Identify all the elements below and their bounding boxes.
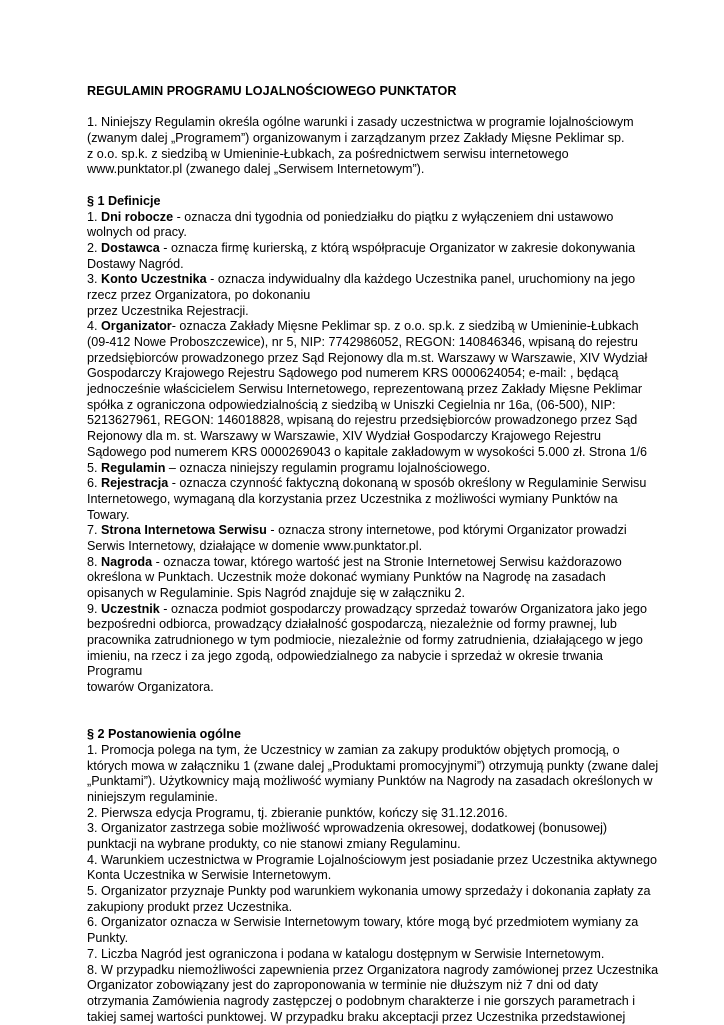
definition-term: Dostawca (101, 240, 160, 255)
definition-item (87, 602, 647, 696)
definition-text: - oznacza Zakłady Mięsne Peklimar sp. z o.o. sp.k. z siedzibą w Umieninie-Łubkach (171, 319, 639, 334)
definition-text: - oznacza towar, którego wartość jest na Stronie Internetowej Serwisu każdorazowo (152, 554, 622, 569)
definition-term: Rejestracja (101, 476, 169, 491)
definition-line (87, 272, 647, 288)
definition-text: - oznacza indywidualny dla każdego Uczestnika panel, uruchomiony na jego (206, 272, 636, 287)
definition-term: Dni robocze (101, 209, 174, 224)
definition-line: jednocześnie właścicielem Serwisu Internetowego, reprezentowaną przez Zakłady Mięsne Peklimar (87, 382, 643, 397)
definition-text: - oznacza dni tygodnia od poniedziałku do piątku z wyłączeniem dni ustawowo (173, 209, 614, 224)
provision-line: otrzymania Zamówienia nagrody zastępczej o podobnym charakterze i nie gorszych parametrach i (87, 993, 636, 1008)
definition-text: - oznacza podmiot gospodarczy prowadzący sprzedaż towarów Organizatora jako jego (159, 601, 648, 616)
definition-text: – oznacza niniejszy regulamin programu lojalnościowego. (165, 460, 491, 475)
definition-item (87, 319, 647, 460)
intro-line: www.punktator.pl (zwanego dalej „Serwisem Internetowym”). (87, 162, 425, 177)
definition-line: 5213627961, REGON: 146018828, wpisaną do rejestru przedsiębiorców prowadzonego przez Sąd (87, 413, 638, 428)
intro-line: 1. Niniejszy Regulamin określa ogólne warunki i zasady uczestnictwa w programie lojalnościowym (87, 115, 634, 130)
definition-line: Programu (87, 664, 143, 679)
definition-number: 3. (87, 272, 102, 287)
definition-line: przez Uczestnika Rejestracji. (87, 303, 249, 318)
provision-line: takiej samej wartości punktowej. W przypadku braku akceptacji przez Uczestnika przedstawionej (87, 1009, 626, 1024)
section-definitions (87, 194, 647, 696)
provision-line: 7. Liczba Nagród jest ograniczona i podana w katalogu dostępnym w Serwisie Internetowym. (87, 946, 605, 961)
definition-text: - oznacza strony internetowe, pod którymi Organizator prowadzi (266, 523, 627, 538)
provision-line: Punkty. (87, 931, 129, 946)
definition-line: rzecz przez Organizatora, po dokonaniu (87, 287, 311, 302)
definition-term: Nagroda (101, 554, 153, 569)
definition-line (87, 461, 647, 477)
definition-line: imieniu, na rzecz i za jego zgodą, odpowiedzialnego za nabycie i sprzedaż w okresie trwania (87, 648, 603, 663)
definition-number: 8. (87, 554, 102, 569)
definition-line (87, 523, 647, 539)
definition-line: Towary. (87, 507, 130, 522)
definition-text: - oznacza czynność faktyczną dokonaną w sposób określony w Regulaminie Serwisu (168, 476, 647, 491)
definition-line: (09-412 Nowe Proboszczewice), nr 5, NIP: 7742986052, REGON: 140846346, wpisaną do rejestru (87, 335, 638, 349)
definition-line: Gospodarczy Krajowego Rejestru Sądowego pod numerem KRS 0000624054; e-mail: , będącą (87, 366, 619, 381)
provision-line: Konta Uczestnika w Serwisie Internetowym. (87, 868, 332, 883)
provision-line: 3. Organizator zastrzega sobie możliwość wprowadzenia okresowej, dodatkowej (bonusowej) (87, 821, 608, 836)
definition-line (87, 602, 647, 618)
definition-number: 5. (87, 460, 102, 475)
document-title: REGULAMIN PROGRAMU LOJALNOŚCIOWEGO PUNKTATOR (87, 84, 457, 98)
definition-line: wolnych od pracy. (87, 225, 187, 240)
provision-line: 5. Organizator przyznaje Punkty pod warunkiem wykonania umowy sprzedaży i dokonania zapłaty za (87, 884, 651, 899)
definition-number: 9. (87, 601, 102, 616)
definition-item (87, 476, 647, 523)
definition-line (87, 319, 647, 335)
definition-line: Sądowego pod numerem KRS 0000269043 o kapitale zakładowym w wysokości 5.000 zł. Strona 1/6 (87, 444, 648, 459)
definition-line: Serwis Internetowy, działające w domenie www.punktator.pl. (87, 538, 423, 553)
definition-term: Konto Uczestnika (101, 272, 207, 287)
definition-line (87, 241, 647, 257)
definition-number: 1. (87, 209, 102, 224)
definition-item (87, 241, 647, 272)
provision-line: 6. Organizator oznacza w Serwisie Internetowym towary, które mogą być przedmiotem wymiany za (87, 915, 639, 930)
provision-line: 4. Warunkiem uczestnictwa w Programie Lojalnościowym jest posiadanie przez Uczestnika aktywnego (87, 852, 657, 867)
intro-line: (zwanym dalej „Programem”) organizowanym i zarządzanym przez Zakłady Mięsne Peklimar sp. (87, 131, 625, 146)
definition-line: Rejonowy dla m. st. Warszawy w Warszawie, XIV Wydział Gospodarczy Krajowego Rejestru (87, 429, 602, 444)
definition-line: spółka z ograniczona odpowiedzialnością z siedzibą w Uniszki Cegielnia nr 16a, (06-500), NIP: (87, 397, 616, 412)
definition-item (87, 272, 647, 319)
definition-line (87, 476, 647, 492)
definitions-list (87, 210, 647, 696)
definition-number: 7. (87, 523, 102, 538)
definition-line: Dostawy Nagród. (87, 256, 184, 271)
definition-term: Regulamin (101, 460, 166, 475)
definition-line (87, 210, 647, 226)
definition-line: określona w Punktach. Uczestnik może dokonać wymiany Punktów na Nagrodę na zasadach (87, 570, 606, 585)
definition-line: pracownika zatrudnionego w tym podmiocie, niezależnie od formy zatrudnienia, działającego w jego (87, 633, 643, 648)
definition-line: Internetowego, wymaganą dla korzystania przez Uczestnika z możliwości wymiany Punktów na (87, 491, 618, 506)
definition-term: Organizator (101, 319, 172, 334)
provision-line: „Punktami”). Użytkownicy mają możliwość wymiany Punktów na Nagrody na zasadach określonych w (87, 774, 653, 789)
definition-number: 4. (87, 319, 102, 334)
provision-line: 1. Promocja polega na tym, że Uczestnicy w zamian za zakupy produktów objętych promocją, o (87, 742, 620, 757)
definition-line: przedsiębiorców prowadzonego przez Sąd Rejonowy dla m.st. Warszawy w Warszawie, XIV Wydział (87, 350, 648, 365)
definition-line: opisanych w Regulaminie. Spis Nagród znajduje się w załączniku 2. (87, 586, 466, 600)
definition-line: towarów Organizatora. (87, 680, 214, 695)
provision-line: niniejszym regulaminie. (87, 789, 218, 804)
definition-item (87, 555, 647, 602)
intro-paragraph (87, 115, 647, 178)
provisions-list (87, 742, 659, 1025)
definition-item (87, 461, 647, 477)
provision-line: 8. W przypadku niemożliwości zapewnienia przez Organizatora nagrody zamówionej przez Uczestnika (87, 962, 659, 977)
definition-term: Uczestnik (101, 601, 160, 616)
definition-number: 2. (87, 240, 102, 255)
definition-line (87, 555, 647, 571)
provision-line: 2. Pierwsza edycja Programu, tj. zbieranie punktów, kończy się 31.12.2016. (87, 805, 508, 820)
provision-line: punktacji na wybrane produkty, co nie stanowi zmiany Regulaminu. (87, 837, 461, 852)
document-page (87, 84, 659, 1025)
section-heading: § 1 Definicje (87, 193, 161, 208)
section-general-provisions (87, 727, 659, 1025)
definition-line: bezpośredni odbiorca, prowadzący działalność gospodarczą, niezależnie od formy prawnej, lub (87, 617, 617, 632)
definition-number: 6. (87, 476, 102, 491)
provision-line: Organizator zobowiązany jest do zaproponowania w terminie nie dłuższym niż 7 dni od daty (87, 978, 599, 993)
provision-line: których mowa w załączniku 1 (zwane dalej „Produktami promocyjnymi”) otrzymują punkty (zwane dalej (87, 758, 659, 773)
intro-line: z o.o. sp.k. z siedzibą w Umieninie-Łubkach, za pośrednictwem serwisu internetowego (87, 146, 569, 161)
definition-term: Strona Internetowa Serwisu (101, 523, 267, 538)
definition-item (87, 210, 647, 241)
provision-line: zakupiony produkt przez Uczestnika. (87, 899, 293, 914)
definition-text: - oznacza firmę kurierską, z którą współpracuje Organizator w zakresie dokonywania (159, 240, 636, 255)
definition-item (87, 523, 647, 554)
section-heading: § 2 Postanowienia ogólne (87, 727, 241, 742)
